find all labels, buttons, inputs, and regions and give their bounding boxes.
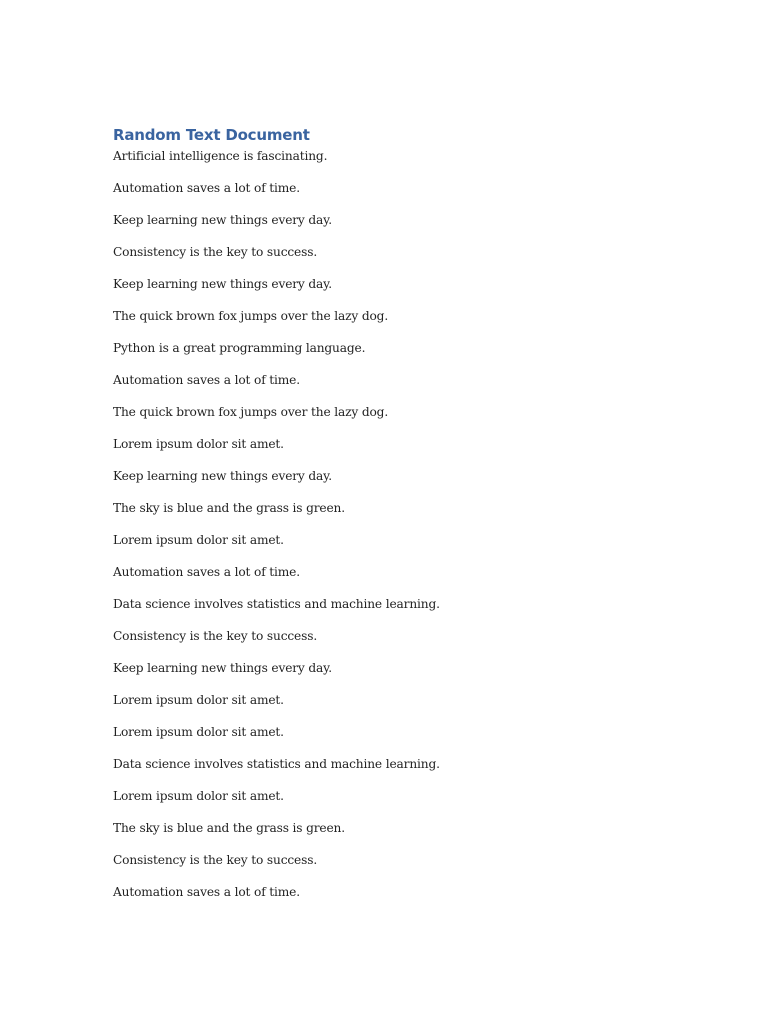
paragraph: Lorem ipsum dolor sit amet.: [113, 437, 284, 451]
document-body: [113, 124, 673, 916]
paragraph: Automation saves a lot of time.: [113, 373, 300, 387]
paragraph: Lorem ipsum dolor sit amet.: [113, 725, 284, 739]
paragraph: Keep learning new things every day.: [113, 469, 332, 483]
paragraph: The sky is blue and the grass is green.: [113, 821, 345, 835]
paragraph: Keep learning new things every day.: [113, 661, 332, 675]
paragraph: Lorem ipsum dolor sit amet.: [113, 789, 284, 803]
paragraph: Lorem ipsum dolor sit amet.: [113, 533, 284, 547]
paragraph: Automation saves a lot of time.: [113, 565, 300, 579]
paragraph: Data science involves statistics and machine learning.: [113, 757, 440, 771]
paragraph: Consistency is the key to success.: [113, 853, 318, 867]
paragraph: Keep learning new things every day.: [113, 277, 332, 291]
paragraph: Automation saves a lot of time.: [113, 885, 300, 899]
paragraph: Consistency is the key to success.: [113, 245, 318, 259]
paragraph: Automation saves a lot of time.: [113, 181, 300, 195]
paragraph: Consistency is the key to success.: [113, 629, 318, 643]
paragraph: Data science involves statistics and machine learning.: [113, 597, 440, 611]
paragraph: Python is a great programming language.: [113, 341, 366, 355]
paragraph: Artificial intelligence is fascinating.: [113, 149, 328, 163]
document-title: Random Text Document: [113, 126, 310, 144]
paragraph: The sky is blue and the grass is green.: [113, 501, 345, 515]
paragraph: Keep learning new things every day.: [113, 213, 332, 227]
paragraph: Lorem ipsum dolor sit amet.: [113, 693, 284, 707]
paragraph-list: [113, 148, 673, 900]
paragraph: The quick brown fox jumps over the lazy dog.: [113, 309, 389, 323]
paragraph: The quick brown fox jumps over the lazy dog.: [113, 405, 389, 419]
